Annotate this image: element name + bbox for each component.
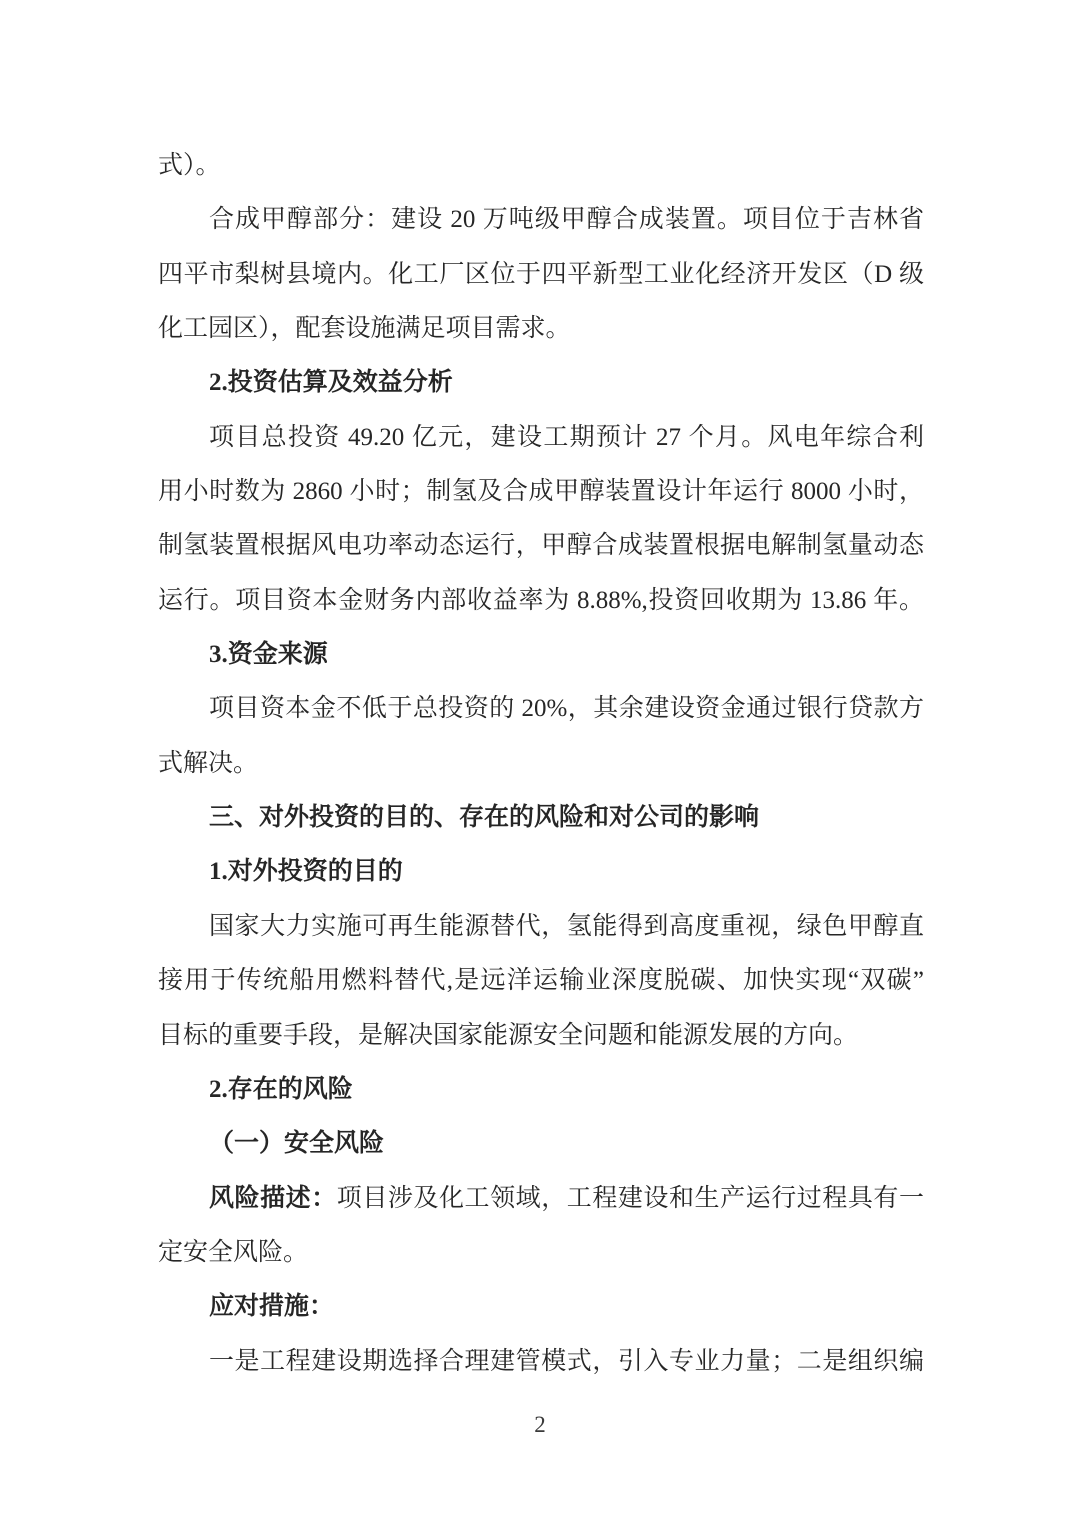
text-line xyxy=(158,1335,924,1389)
heading-line xyxy=(158,1063,924,1117)
text-line xyxy=(158,574,924,628)
text-line xyxy=(158,1226,924,1280)
text-line xyxy=(158,682,924,736)
text-run: 目标的重要手段，是解决国家能源安全问题和能源发展的方向。 xyxy=(158,1021,859,1049)
text-run: 式）。 xyxy=(158,152,221,179)
page-number: 2 xyxy=(534,1412,546,1437)
document-body xyxy=(158,139,924,1389)
text-run: 合成甲醇部分：建设 20 万吨级甲醇合成装置。项目位于吉林省 xyxy=(209,206,924,234)
bold-text-run: 2.存在的风险 xyxy=(209,1075,353,1103)
bold-text-run: 三、对外投资的目的、存在的风险和对公司的影响 xyxy=(209,804,760,832)
text-run: 用小时数为 2860 小时；制氢及合成甲醇装置设计年运行 8000 小时， xyxy=(158,478,924,506)
text-line xyxy=(158,954,924,1008)
text-line xyxy=(158,465,924,519)
text-run: 项目资本金不低于总投资的 20%，其余建设资金通过银行贷款方 xyxy=(209,695,924,723)
text-line xyxy=(158,900,924,954)
text-line xyxy=(158,139,924,193)
text-run: 式解决。 xyxy=(158,749,259,777)
text-line xyxy=(158,737,924,791)
heading-line xyxy=(158,845,924,899)
heading-line xyxy=(158,1117,924,1171)
text-line xyxy=(158,519,924,573)
text-run: 定安全风险。 xyxy=(158,1238,309,1266)
text-run: 制氢装置根据风电功率动态运行，甲醇合成装置根据电解制氢量动态 xyxy=(158,532,924,560)
text-run: 一是工程建设期选择合理建管模式，引入专业力量；二是组织编 xyxy=(209,1347,924,1375)
text-run: 项目总投资 49.20 亿元，建设工期预计 27 个月。风电年综合利 xyxy=(209,423,924,451)
text-run: 化工园区），配套设施满足项目需求。 xyxy=(158,315,571,343)
text-run: 四平市梨树县境内。化工厂区位于四平新型工业化经济开发区（D 级 xyxy=(158,260,924,288)
bold-text-run: 风险描述： xyxy=(209,1184,337,1212)
text-line xyxy=(158,302,924,356)
bold-text-run: 1.对外投资的目的 xyxy=(209,858,403,886)
bold-text-run: 应对措施： xyxy=(209,1293,335,1321)
text-run: 国家大力实施可再生能源替代，氢能得到高度重视，绿色甲醇直 xyxy=(209,912,924,940)
bold-text-run: （一）安全风险 xyxy=(209,1130,385,1158)
bold-text-run: 3.资金来源 xyxy=(209,641,328,669)
text-line xyxy=(158,1009,924,1063)
text-line xyxy=(158,193,924,247)
heading-line xyxy=(158,1280,924,1334)
heading-line xyxy=(158,356,924,410)
heading-line xyxy=(158,628,924,682)
text-line xyxy=(158,248,924,302)
text-line xyxy=(158,411,924,465)
heading-line xyxy=(158,791,924,845)
text-run: 项目涉及化工领域，工程建设和生产运行过程具有一 xyxy=(336,1184,924,1212)
text-line xyxy=(158,1172,924,1226)
text-run: 接用于传统船用燃料替代,是远洋运输业深度脱碳、加快实现“双碳” xyxy=(158,967,924,995)
bold-text-run: 2.投资估算及效益分析 xyxy=(209,369,453,397)
text-run: 运行。项目资本金财务内部收益率为 8.88%,投资回收期为 13.86 年。 xyxy=(158,586,924,614)
